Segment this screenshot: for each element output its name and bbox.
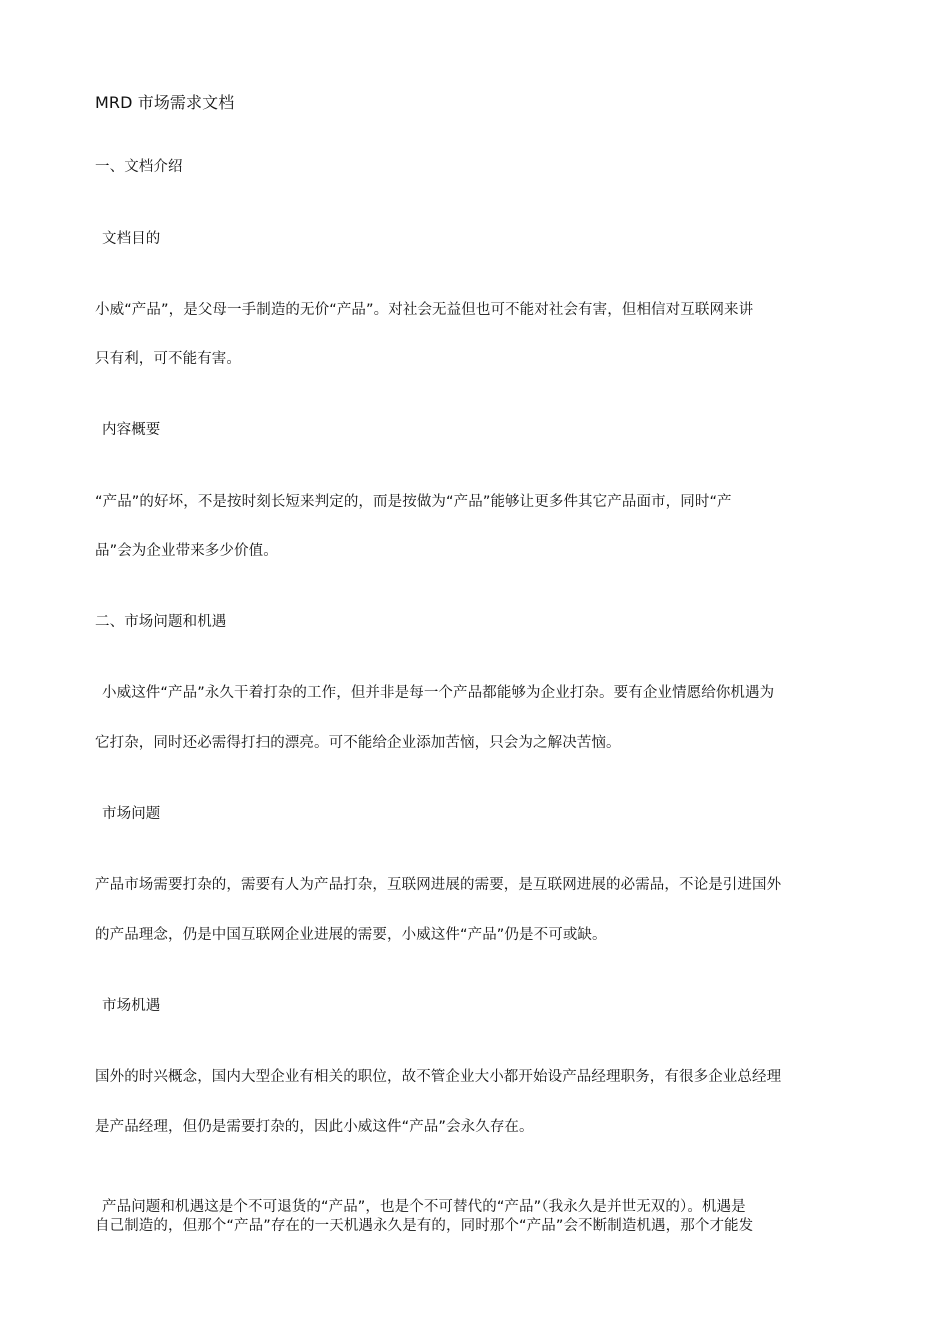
paragraph-line: 产品市场需要打杂的，需要有人为产品打杂，互联网进展的需要，是互联网进展的必需品，不论是引进国外 <box>95 877 782 893</box>
paragraph-line: 自己制造的，但那个“产品”存在的一天机遇永久是有的，同时那个“产品”会不断制造机遇，那个才能发 <box>95 1218 754 1234</box>
paragraph-line: 品”会为企业带来多少价值。 <box>95 543 278 559</box>
subheading-purpose: 文档目的 <box>102 231 161 247</box>
paragraph-line: 它打杂，同时还必需得打扫的漂亮。可不能给企业添加苦恼，只会为之解决苦恼。 <box>95 735 621 751</box>
subheading-market-problem: 市场问题 <box>102 806 161 822</box>
section-heading-market: 二、市场问题和机遇 <box>95 614 227 630</box>
paragraph-line: 只有利，可不能有害。 <box>95 351 241 367</box>
paragraph-line: 国外的时兴概念，国内大型企业有相关的职位，故不管企业大小都开始设产品经理职务，有很多企业总经理 <box>95 1069 782 1085</box>
paragraph-line: 的产品理念，仍是中国互联网企业进展的需要，小威这件“产品”仍是不可或缺。 <box>95 927 607 943</box>
document-title: MRD 市场需求文档 <box>95 93 235 112</box>
paragraph-line: 是产品经理，但仍是需要打杂的，因此小威这件“产品”会永久存在。 <box>95 1119 534 1135</box>
paragraph-line: 小威“产品”，是父母一手制造的无价“产品”。对社会无益但也可不能对社会有害，但相信对互联网来讲 <box>95 302 754 318</box>
paragraph-line: 产品问题和机遇这是个不可退货的“产品”，也是个不可替代的“产品”（我永久是并世无双的）。机遇是 <box>102 1199 746 1215</box>
paragraph-line: 小威这件“产品”永久干着打杂的工作，但并非是每一个产品都能够为企业打杂。要有企业情愿给你机遇为 <box>102 685 775 701</box>
subheading-market-opportunity: 市场机遇 <box>102 998 161 1014</box>
subheading-summary: 内容概要 <box>102 422 161 438</box>
paragraph-line: “产品”的好坏，不是按时刻长短来判定的，而是按做为“产品”能够让更多件其它产品面市，同时“产 <box>95 494 732 510</box>
section-heading-intro: 一、文档介绍 <box>95 159 183 175</box>
